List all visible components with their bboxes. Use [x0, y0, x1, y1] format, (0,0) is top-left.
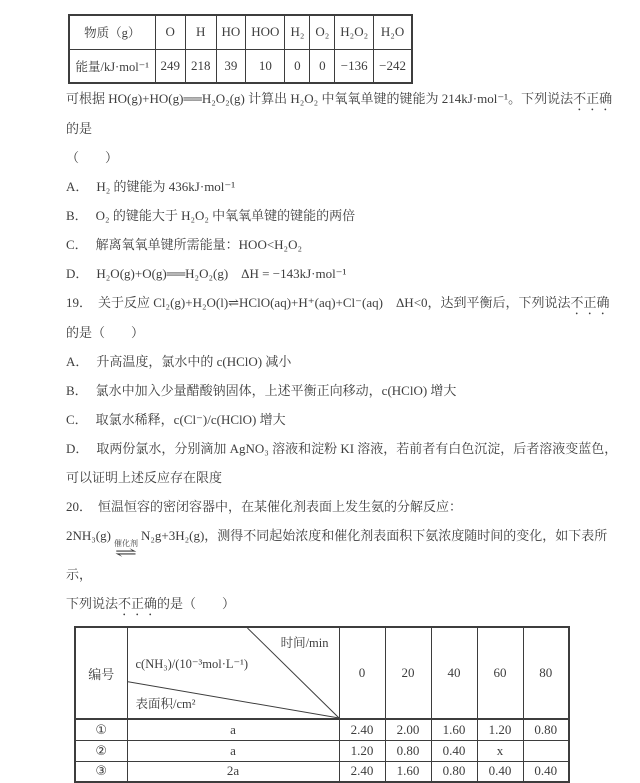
- value-cell: 2.00: [385, 719, 431, 740]
- header-cell: H₂O: [374, 15, 412, 49]
- table-row: [69, 15, 412, 49]
- table-row: [75, 740, 569, 761]
- table-row: [69, 49, 412, 83]
- value-cell: 0.40: [431, 740, 477, 761]
- value-cell: [523, 740, 569, 761]
- q18-answer-brackets: （ ）: [66, 150, 119, 165]
- q19-stem-text: 关于反应 Cl₂(g)+H₂O(l)⇌HClO(aq)+H⁺(aq)+Cl⁻(aq) ΔH<0，达到平衡后，下列说法: [98, 295, 571, 310]
- option-label: C．: [66, 412, 88, 427]
- row-id-cell: ②: [75, 740, 127, 761]
- area-cell: a: [127, 719, 339, 740]
- q18-option-a: [66, 172, 622, 201]
- q18-stem: [66, 84, 622, 143]
- value-cell: −136: [335, 49, 374, 83]
- area-cell: 2a: [127, 761, 339, 782]
- value-cell: 1.60: [385, 761, 431, 782]
- table-row: [75, 761, 569, 782]
- q19-stem-emphasis: 不正确: [570, 295, 610, 310]
- value-cell: −242: [374, 49, 412, 83]
- area-cell: a: [127, 740, 339, 761]
- header-cell: H₂O₂: [335, 15, 374, 49]
- energy-table: [68, 14, 413, 84]
- value-cell: 0: [285, 49, 310, 83]
- value-cell: 0.80: [385, 740, 431, 761]
- option-label: B．: [66, 208, 88, 223]
- corner-label-time: 时间/min: [280, 636, 329, 650]
- header-cell: H: [186, 15, 217, 49]
- value-cell: 2.40: [339, 719, 385, 740]
- option-text: 氯水中加入少量醋酸钠固体，上述平衡正向移动，c(HClO) 增大: [95, 383, 457, 398]
- q18-option-c: [66, 230, 622, 259]
- option-label: A．: [66, 354, 89, 369]
- option-text: 取氯水稀释，c(Cl⁻)/c(HClO) 增大: [95, 412, 286, 427]
- q18-option-b: [66, 201, 622, 230]
- value-cell: 1.60: [431, 719, 477, 740]
- corner-label-surface-area: 表面积/cm²: [135, 697, 196, 711]
- option-label: D．: [66, 266, 89, 281]
- header-cell-time: 60: [477, 627, 523, 719]
- header-cell: H₂: [285, 15, 310, 49]
- q20-tail-end: 的是（ ）: [157, 596, 236, 611]
- table-row: [75, 719, 569, 740]
- diagonal-header-cell: [127, 627, 339, 719]
- value-cell: 0.80: [523, 719, 569, 740]
- value-cell: 1.20: [477, 719, 523, 740]
- option-label: C．: [66, 237, 88, 252]
- catalyst-label: 催化剂: [113, 539, 138, 548]
- value-cell: 10: [246, 49, 285, 83]
- q18-stem-text: 可根据 HO(g)+HO(g)══H₂O₂(g) 计算出 H₂O₂ 中氧氧单键的键能为 214kJ·mol⁻¹。下列说法: [66, 91, 574, 106]
- value-cell: 0.80: [431, 761, 477, 782]
- header-cell: O₂: [310, 15, 335, 49]
- option-label: A．: [66, 179, 89, 194]
- row-id-cell: ③: [75, 761, 127, 782]
- option-text: 取两份氯水，分别滴加 AgNO₃ 溶液和淀粉 KI 溶液，若前者有白色沉淀，后者溶液变蓝色，可以证明上述反应存在限度: [66, 441, 618, 485]
- q19-option-a: [66, 347, 622, 376]
- header-cell-time: 0: [339, 627, 385, 719]
- q20-tail: [66, 589, 622, 619]
- table-header-row: [75, 627, 569, 719]
- q18-option-d: [66, 259, 622, 288]
- question-number: 19．: [66, 295, 93, 310]
- equation-right: N₂g+3H₂(g)，测得不同起始浓度和催化剂表面积下氨浓度随时间的变化，如下表所示，: [66, 528, 608, 582]
- value-cell: 0.40: [523, 761, 569, 782]
- option-text: 升高温度，氯水中的 c(HClO) 减小: [96, 354, 292, 369]
- header-cell: HO: [216, 15, 246, 49]
- q20-equation: [66, 521, 622, 589]
- value-cell: 0: [310, 49, 335, 83]
- q20-tail-emphasis: 不正确: [118, 596, 158, 611]
- q19-option-d: [66, 434, 622, 492]
- q19-option-c: [66, 405, 622, 434]
- option-label: D．: [66, 441, 89, 456]
- concentration-table: [74, 626, 570, 783]
- header-cell-time: 40: [431, 627, 477, 719]
- header-cell-time: 80: [523, 627, 569, 719]
- q19-stem-tail: 的是（ ）: [66, 325, 145, 340]
- option-text: O₂ 的键能大于 H₂O₂ 中氧氧单键的键能的两倍: [95, 208, 356, 223]
- option-label: B．: [66, 383, 88, 398]
- equilibrium-arrow-icon: ⇌: [114, 546, 138, 561]
- row-id-cell: ①: [75, 719, 127, 740]
- q19-stem: [66, 288, 622, 347]
- equation-left: 2NH₃(g): [66, 528, 111, 543]
- option-text: 解离氧氧单键所需能量：HOO<H₂O₂: [95, 237, 303, 252]
- question-number: 20．: [66, 499, 93, 514]
- q19-option-b: [66, 376, 622, 405]
- value-cell: 218: [186, 49, 217, 83]
- q20-tail-text: 下列说法: [66, 596, 119, 611]
- value-cell: 249: [155, 49, 186, 83]
- value-cell: x: [477, 740, 523, 761]
- header-cell: O: [155, 15, 186, 49]
- value-cell: 2.40: [339, 761, 385, 782]
- q20-intro-text: 恒温恒容的密闭容器中，在某催化剂表面上发生氨的分解反应：: [98, 499, 463, 514]
- row-label-energy: 能量/kJ·mol⁻¹: [69, 49, 155, 83]
- corner-label-concentration: c(NH₃)/(10⁻³mol·L⁻¹): [135, 657, 249, 671]
- value-cell: 0.40: [477, 761, 523, 782]
- q20-intro: [66, 492, 622, 521]
- q18-stem-tail: 的是: [66, 121, 93, 136]
- q18-stem-emphasis: 不正确: [573, 91, 613, 106]
- value-cell: 1.20: [339, 740, 385, 761]
- option-text: H₂ 的键能为 436kJ·mol⁻¹: [96, 179, 236, 194]
- value-cell: 39: [216, 49, 246, 83]
- header-cell-substance: 物质（g）: [69, 15, 155, 49]
- option-text: H₂O(g)+O(g)══H₂O₂(g) ΔH = −143kJ·mol⁻¹: [96, 266, 347, 281]
- header-cell-time: 20: [385, 627, 431, 719]
- header-cell: HOO: [246, 15, 285, 49]
- equilibrium-arrow-with-catalyst: [114, 539, 138, 560]
- header-cell-id: 编号: [75, 627, 127, 719]
